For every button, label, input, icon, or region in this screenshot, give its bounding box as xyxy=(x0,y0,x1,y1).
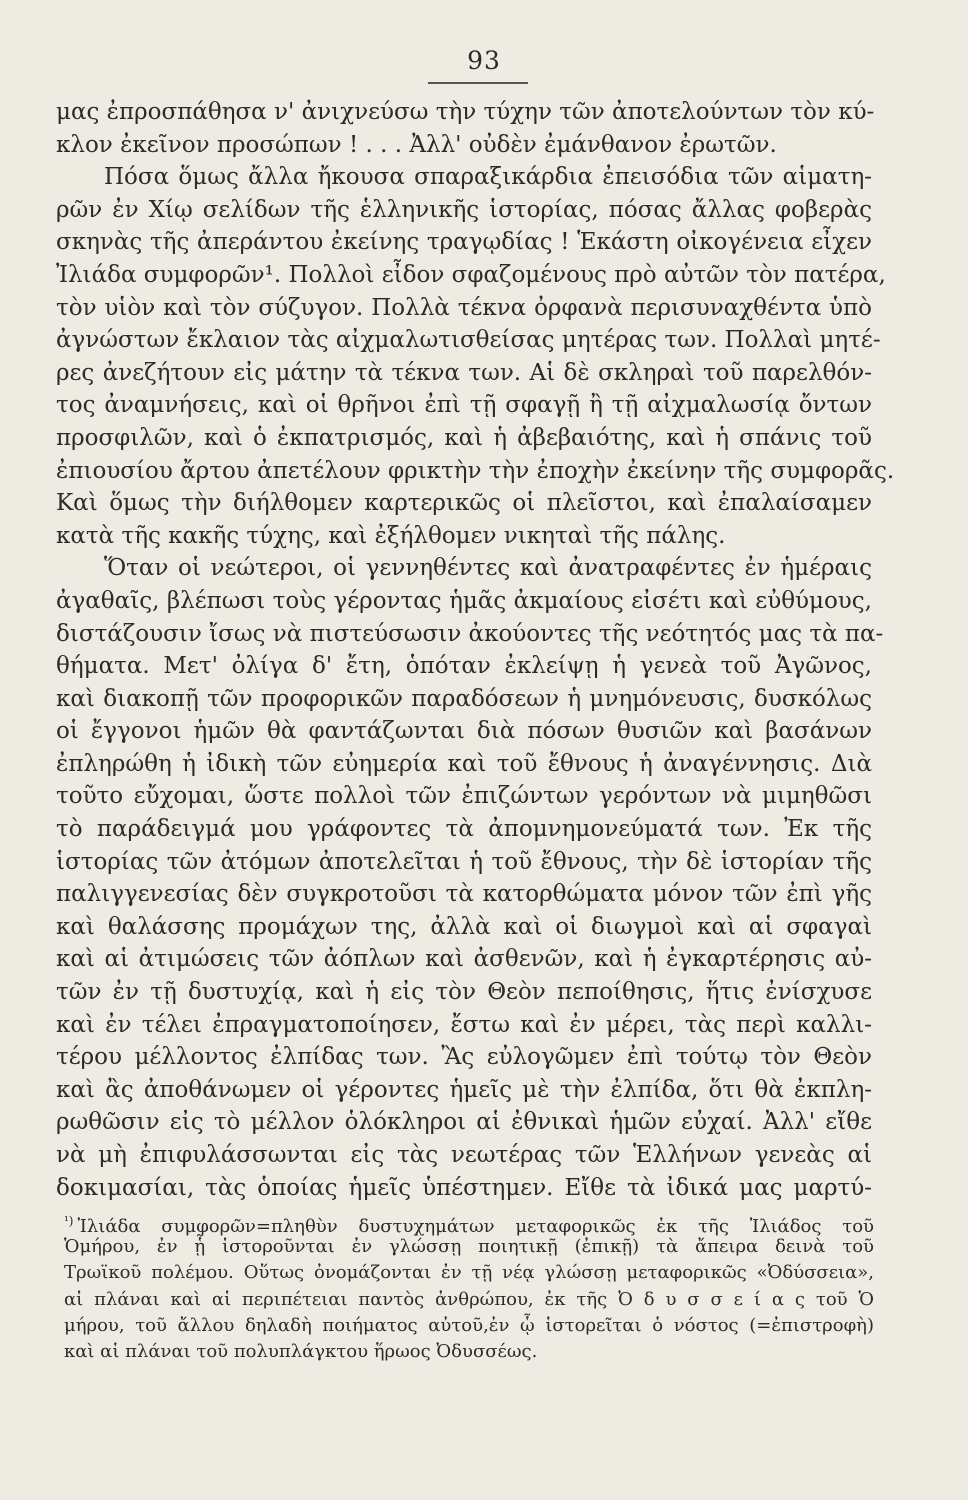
footnote-text: Ἰλιάδα συμφορῶν=πληθὺν δυστυχημάτων μεταφορικῶς ἐκ τῆς Ἰλιάδος τοῦ xyxy=(77,1216,874,1237)
text-line: Ὅταν οἱ νεώτεροι, οἱ γεννηθέντες καὶ ἀνατραφέντες ἐν ἡμέραις xyxy=(104,555,872,582)
footnote-line: αἱ πλάναι καὶ αἱ περιπέτειαι παντὸς ἀνθρώπου, ἐκ τῆς Ὀ δ υ σ σ ε ί α ς τοῦ Ὁ xyxy=(64,1288,874,1310)
text-line: τὸ παράδειγμά μου γράφοντες τὰ ἀπομνημονεύματά των. Ἐκ τῆς xyxy=(56,816,872,843)
page-number: 93 xyxy=(467,46,501,75)
text-line: καὶ ἂς ἀποθάνωμεν οἱ γέροντες ἡμεῖς μὲ τὴν ἐλπίδα, ὅτι θὰ ἐκπλη- xyxy=(56,1076,872,1103)
text-line: Πόσα ὅμως ἄλλα ἤκουσα σπαραξικάρδια ἐπεισόδια τῶν αἱματη- xyxy=(104,164,872,191)
text-line: μας ἐπροσπάθησα ν' ἀνιχνεύσω τὴν τύχην τῶν ἀποτελούντων τὸν κύ- xyxy=(56,99,875,125)
footnotes xyxy=(64,1208,874,1365)
text-line: καὶ διακοπῇ τῶν προφορικῶν παραδόσεων ἡ μνημόνευσις, δυσκόλως xyxy=(56,685,872,712)
text-line: καὶ ἐν τέλει ἐπραγματοποίησεν, ἔστω καὶ ἐν μέρει, τὰς περὶ καλλι- xyxy=(56,1011,872,1038)
text-line: Ἰλιάδα συμφορῶν¹. Πολλοὶ εἶδον σφαζομένους πρὸ αὐτῶν τὸν πατέρα, xyxy=(56,261,886,288)
text-line: τέρου μέλλοντος ἐλπίδας των. Ἂς εὐλογῶμεν ἐπὶ τούτῳ τὸν Θεὸν xyxy=(56,1044,872,1071)
text-line: ρες ἀνεζήτουν εἰς μάτην τὰ τέκνα των. Αἱ δὲ σκληραὶ τοῦ παρελθόν- xyxy=(56,359,872,386)
text-line: Καὶ ὅμως τὴν διήλθομεν καρτερικῶς οἱ πλεῖστοι, καὶ ἐπαλαίσαμεν xyxy=(56,490,872,517)
text-line: τὸν υἱὸν καὶ τὸν σύζυγον. Πολλὰ τέκνα ὀρφανὰ περισυναχθέντα ὑπὸ xyxy=(56,294,872,321)
text-line: ἱστορίας τῶν ἀτόμων ἀποτελεῖται ἡ τοῦ ἔθνους, τὴν δὲ ἱστορίαν τῆς xyxy=(56,848,872,875)
text-line: ρωθῶσιν εἰς τὸ μέλλον ὁλόκληροι αἱ ἐθνικαὶ ἡμῶν εὐχαί. Ἀλλ' εἴθε xyxy=(56,1109,872,1136)
text-line: παλιγγενεσίας δὲν συγκροτοῦσι τὰ κατορθώματα μόνον τῶν ἐπὶ γῆς xyxy=(56,881,872,908)
text-line: ρῶν ἐν Χίῳ σελίδων τῆς ἑλληνικῆς ἱστορίας, πόσας ἄλλας φοβερὰς xyxy=(56,196,872,223)
text-line: τος ἀναμνήσεις, καὶ οἱ θρῆνοι ἐπὶ τῇ σφαγῇ ἢ τῇ αἰχμαλωσίᾳ ὄντων xyxy=(56,392,872,419)
text-line: ἐπιουσίου ἄρτου ἀπετέλουν φρικτὴν τὴν ἐποχὴν ἐκείνην τῆς συμφορᾶς. xyxy=(56,457,895,484)
text-line: ἀγνώστων ἔκλαιον τὰς αἰχμαλωτισθείσας μητέρας των. Πολλαὶ μητέ- xyxy=(56,327,881,354)
text-line: τῶν ἐν τῇ δυστυχίᾳ, καὶ ἡ εἰς τὸν Θεὸν πεποίθησις, ἥτις ἐνίσχυσε xyxy=(56,979,872,1006)
footnote-line: καὶ αἱ πλάναι τοῦ πολυπλάγκτου ἥρωος Ὀδυσσέως. xyxy=(64,1340,538,1362)
text-line: ἐπληρώθη ἡ ἰδικὴ τῶν εὐημερία καὶ τοῦ ἔθνους ἡ ἀναγέννησις. Διὰ xyxy=(56,750,872,777)
footnote-marker: ¹) xyxy=(64,1214,74,1228)
text-line: τοῦτο εὔχομαι, ὥστε πολλοὶ τῶν ἐπιζώντων γερόντων νὰ μιμηθῶσι xyxy=(56,783,872,810)
footnote-line: μήρου, τοῦ ἄλλου δηλαδὴ ποιήματος αὐτοῦ,ἐν ᾧ ἱστορεῖται ὁ νόστος (=ἐπιστροφὴ) xyxy=(64,1314,874,1336)
text-line: θήματα. Μετ' ὀλίγα δ' ἔτη, ὁπόταν ἐκλείψῃ ἡ γενεὰ τοῦ Ἀγῶνος, xyxy=(56,653,872,680)
footnote-line xyxy=(64,1208,874,1237)
footnote-line: Ὁμήρου, ἐν ᾗ ἱστοροῦνται ἐν γλώσσῃ ποιητικῇ (ἐπικῇ) τὰ ἄπειρα δεινὰ τοῦ xyxy=(64,1236,874,1258)
text-line: καὶ αἱ ἀτιμώσεις τῶν ἀόπλων καὶ ἀσθενῶν, καὶ ἡ ἐγκαρτέρησις αὐ- xyxy=(56,946,872,973)
text-line: δοκιμασίαι, τὰς ὁποίας ἡμεῖς ὑπέστημεν. Εἴθε τὰ ἰδικά μας μαρτύ- xyxy=(56,1174,872,1201)
text-line: σκηνὰς τῆς ἀπεράντου ἐκείνης τραγῳδίας ! Ἑκάστη οἰκογένεια εἶχεν xyxy=(56,229,872,256)
footnote-line: Τρωϊκοῦ πολέμου. Οὕτως ὀνομάζονται ἐν τῇ νέᾳ γλώσσῃ μεταφορικῶς «Ὀδύσσεια», xyxy=(64,1262,874,1284)
text-line: καὶ θαλάσσης προμάχων της, ἀλλὰ καὶ οἱ διωγμοὶ καὶ αἱ σφαγαὶ xyxy=(56,913,872,940)
text-line: οἱ ἔγγονοι ἡμῶν θὰ φαντάζωνται διὰ πόσων θυσιῶν καὶ βασάνων xyxy=(56,718,872,745)
text-line: κατὰ τῆς κακῆς τύχης, καὶ ἐξήλθομεν νικηταὶ τῆς πάλης. xyxy=(56,522,726,549)
body-text xyxy=(56,96,895,1204)
text-line: νὰ μὴ ἐπιφυλάσσωνται εἰς τὰς νεωτέρας τῶν Ἑλλήνων γενεὰς αἱ xyxy=(56,1142,872,1168)
text-line: διστάζουσιν ἴσως νὰ πιστεύσωσιν ἀκούοντες τῆς νεότητός μας τὰ πα- xyxy=(56,620,884,647)
text-line: κλον ἐκεῖνον προσώπων ! . . . Ἀλλ' οὐδὲν ἐμάνθανον ἐρωτῶν. xyxy=(56,131,777,158)
text-line: ἀγαθαῖς, βλέπωσι τοὺς γέροντας ἡμᾶς ἀκμαίους εἰσέτι καὶ εὐθύμους, xyxy=(56,587,872,614)
text-line: προσφιλῶν, καὶ ὁ ἐκπατρισμός, καὶ ἡ ἀβεβαιότης, καὶ ἡ σπάνις τοῦ xyxy=(56,424,872,451)
header-rule xyxy=(428,82,528,84)
